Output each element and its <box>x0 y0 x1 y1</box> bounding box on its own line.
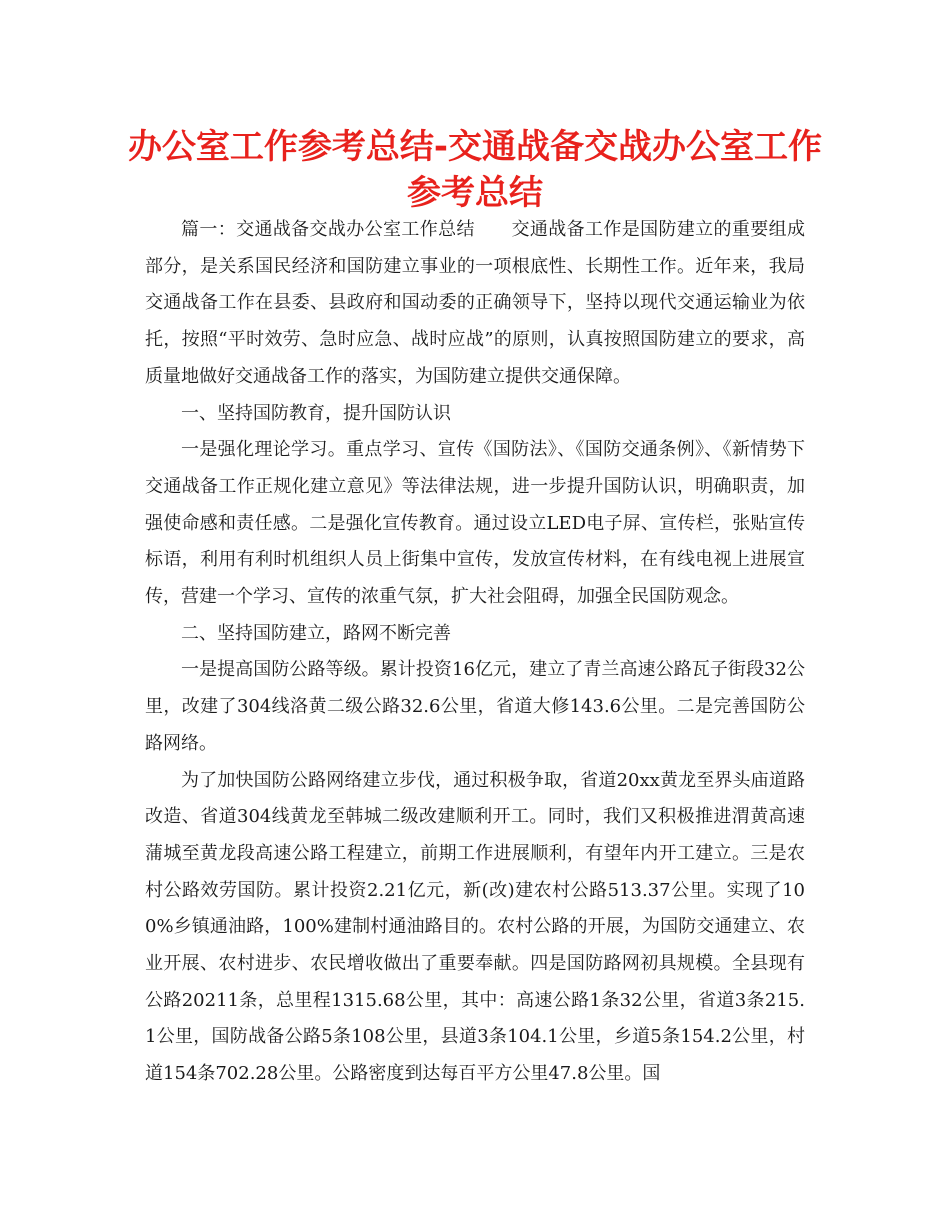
document-body <box>145 212 805 1093</box>
paragraph-road-network: 为了加快国防公路网络建立步伐，通过积极争取，省道20xx黄龙至界头庙道路改造、省道304线黄龙至韩城二级改建顺利开工。同时，我们又积极推进渭黄高速蒲城至黄龙段高速公路工程建立，前期工作进展顺利，有望年内开工建立。三是农村公路效劳国防。累计投资2.21亿元，新(改)建农村公路513.37公里。实现了100%乡镇通油路，100%建制村通油路目的。农村公路的开展，为国防交通建立、农业开展、农村进步、农民增收做出了重要奉献。四是国防路网初具规模。全县现有公路20211条，总里程1315.68公里，其中：高速公路1条32公里，省道3条215.1公里，国防战备公路5条108公里，县道3条104.1公里，乡道5条154.2公里，村道154条702.28公里。公路密度到达每百平方公里47.8公里。国 <box>145 769 805 1085</box>
paragraph-theory-study: 一是强化理论学习。重点学习、宣传《国防法》、《国防交通条例》、《新情势下交通战备工作正规化建立意见》等法律法规，进一步提升国防认识，明确职责，加强使命感和责任感。二是强化宣传教育。通过设立LED电子屏、宣传栏，张贴宣传标语，利用有利时机组织人员上街集中宣传，发放宣传材料，在有线电视上进展宣传，营建一个学习、宣传的浓重气氛，扩大社会阻碍，加强全民国防观念。 <box>145 439 805 608</box>
paragraph-road-grade: 一是提高国防公路等级。累计投资16亿元，建立了青兰高速公路瓦子街段32公里，改建了304线洛黄二级公路32.6公里，省道大修143.6公里。二是完善国防公路网络。 <box>145 659 805 754</box>
section-heading-1: 一、坚持国防教育，提升国防认识 <box>181 402 451 424</box>
section-heading-2: 二、坚持国防建立，路网不断完善 <box>181 622 451 644</box>
document-title-line-1: 办公室工作参考总结-交通战备交战办公室工作 <box>127 127 823 167</box>
document-title-line-2: 参考总结 <box>407 173 543 213</box>
paragraph-intro: 篇一：交通战备交战办公室工作总结 交通战备工作是国防建立的重要组成部分，是关系国民经济和国防建立事业的一项根底性、长期性工作。近年来，我局交通战备工作在县委、县政府和国动委的正确领导下，坚持以现代交通运输业为依托，按照“平时效劳、急时应急、战时应战”的原则，认真按照国防建立的要求，高质量地做好交通战备工作的落实，为国防建立提供交通保障。 <box>145 219 805 387</box>
